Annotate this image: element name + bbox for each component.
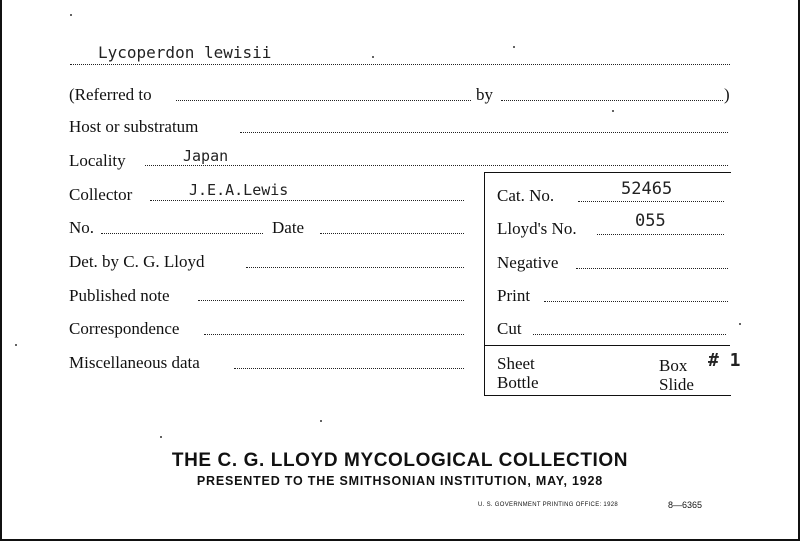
species-line bbox=[70, 64, 730, 65]
lloyds-no-line bbox=[597, 234, 724, 235]
box-value: # 1 bbox=[708, 350, 741, 371]
published-label: Published note bbox=[69, 286, 170, 305]
correspondence-line bbox=[204, 334, 464, 335]
det-line bbox=[246, 267, 464, 268]
species-name: Lycoperdon lewisii bbox=[98, 43, 272, 62]
bottle-label: Bottle bbox=[497, 373, 539, 392]
no-line bbox=[101, 233, 263, 234]
date-line bbox=[320, 233, 464, 234]
collector-label: Collector bbox=[69, 185, 133, 204]
print-label: Print bbox=[497, 286, 531, 305]
scan-speck bbox=[15, 344, 17, 346]
locality-label: Locality bbox=[69, 151, 126, 170]
box-label: Box bbox=[659, 356, 688, 375]
negative-line bbox=[576, 268, 728, 269]
cat-no-label: Cat. No. bbox=[497, 186, 555, 205]
scan-speck bbox=[160, 436, 162, 438]
det-label: Det. by C. G. Lloyd bbox=[69, 252, 205, 271]
published-line bbox=[198, 300, 464, 301]
lloyds-no-label: Lloyd's No. bbox=[497, 219, 577, 238]
collection-subtitle: PRESENTED TO THE SMITHSONIAN INSTITUTION, MAY, 1928 bbox=[196, 474, 604, 488]
collection-title: THE C. G. LLOYD MYCOLOGICAL COLLECTION bbox=[171, 450, 629, 471]
sheet-label: Sheet bbox=[497, 354, 535, 373]
slide-label: Slide bbox=[659, 375, 694, 394]
catalog-box-divider bbox=[484, 345, 730, 346]
no-label: No. bbox=[69, 218, 95, 237]
scan-speck bbox=[513, 46, 515, 48]
cut-label: Cut bbox=[497, 319, 522, 338]
scan-speck bbox=[612, 110, 614, 112]
referred-by-line bbox=[501, 100, 723, 101]
misc-label: Miscellaneous data bbox=[69, 353, 200, 372]
collector-value: J.E.A.Lewis bbox=[189, 181, 289, 199]
host-line bbox=[240, 132, 728, 133]
cut-line bbox=[533, 334, 726, 335]
lloyds-no-value: 055 bbox=[635, 211, 666, 231]
referred-by-label: by bbox=[476, 85, 493, 104]
printing-office-note: U. S. GOVERNMENT PRINTING OFFICE: 1928 bbox=[478, 502, 618, 508]
correspondence-label: Correspondence bbox=[69, 319, 180, 338]
cat-no-value: 52465 bbox=[621, 179, 673, 199]
scan-speck bbox=[320, 420, 322, 422]
date-label: Date bbox=[272, 218, 305, 237]
scan-speck bbox=[372, 56, 374, 58]
referred-line bbox=[176, 100, 471, 101]
collector-line bbox=[150, 200, 464, 201]
scan-speck bbox=[70, 14, 72, 16]
host-label: Host or substratum bbox=[69, 117, 199, 136]
referred-label: (Referred to bbox=[69, 85, 152, 104]
print-line bbox=[544, 301, 728, 302]
form-code: 8—6365 bbox=[668, 500, 703, 510]
cat-no-line bbox=[578, 201, 724, 202]
locality-value: Japan bbox=[183, 147, 229, 165]
misc-line bbox=[234, 368, 464, 369]
referred-close: ) bbox=[724, 85, 730, 104]
negative-label: Negative bbox=[497, 253, 559, 272]
locality-line bbox=[145, 165, 728, 166]
scan-speck bbox=[739, 323, 741, 325]
